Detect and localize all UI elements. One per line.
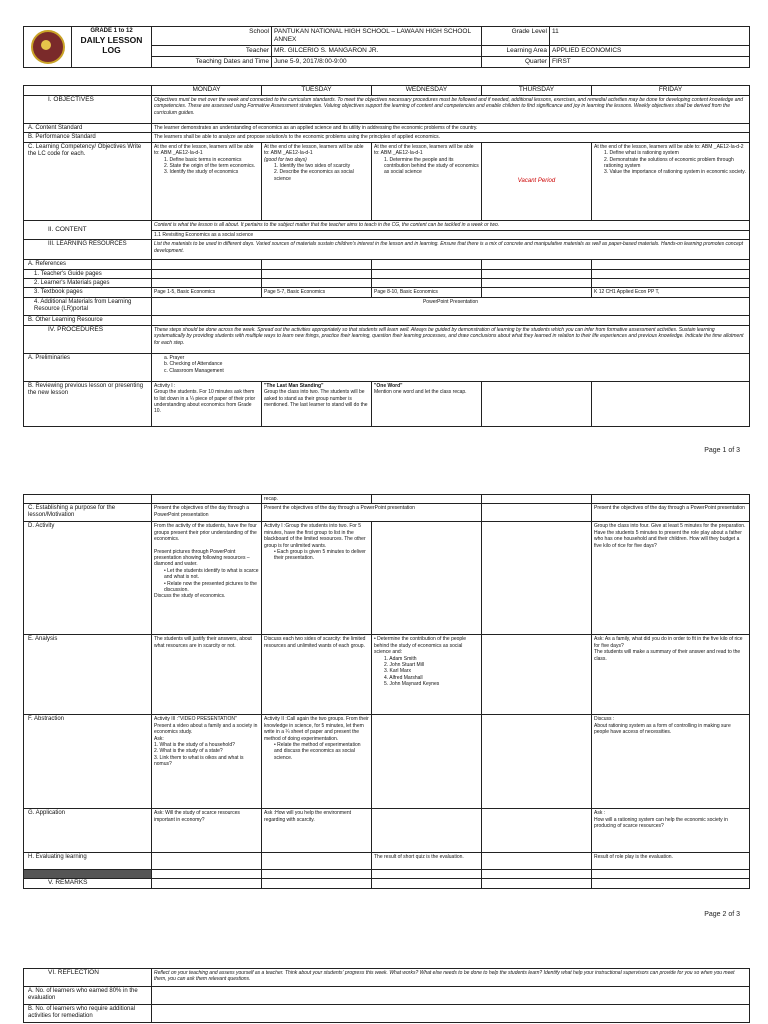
school-label: School: [152, 27, 272, 46]
review-wednesday: [372, 381, 482, 426]
textbook-wednesday: Page 8-10, Basic Economics: [372, 288, 482, 298]
competency-label: C. Learning Competency/ Objectives Write the LC code for each.: [24, 142, 152, 220]
activity-monday: [152, 522, 262, 635]
teachers-guide-label: 1. Teacher's Guide pages: [24, 269, 152, 278]
quarter-label: Quarter: [482, 57, 550, 68]
cell: [482, 279, 592, 288]
cell: [262, 279, 372, 288]
comp-fri-3: 3. Value the importance of rationing system in economic society.: [604, 169, 746, 176]
review-wed-text: Mention one word and let the class recap.: [374, 389, 467, 396]
page-3: [0, 968, 768, 1023]
objectives-label: I. OBJECTIVES: [24, 96, 152, 124]
review-mon-text: Group the students. For 10 minutes ask them to list down in a ¼ piece of paper of their prior understanding about economics from Grade 10.: [154, 389, 256, 415]
cell: [152, 853, 262, 870]
cell: [482, 288, 592, 298]
ab-tue-1: Activity II :Call again the two groups. From their knowledge in science, for 5 minutes, let them write in a ¼ sheet of paper and present the method of doing experimentation.: [264, 716, 369, 742]
app-fri-2: How will a rationing system can help the economic society in producing of scarce resources?: [594, 816, 728, 830]
lesson-table-p1: [23, 85, 750, 427]
cell: [482, 853, 592, 870]
ab-mon-4: 1. What is the study of a household?: [154, 742, 235, 749]
lr-portal-label: 4. Additional Materials from Learning Resource (LR)portal: [24, 298, 152, 316]
cell: [482, 381, 592, 426]
analysis-tuesday: Discuss each two sides of scarcity: the limited resources and unlimited wants of each group.: [262, 635, 372, 715]
ab-mon-1: Activity III :"VIDEO PRESENTATION": [154, 716, 237, 723]
cell: [482, 635, 592, 715]
cell: [262, 870, 372, 879]
cell: [372, 522, 482, 635]
comp-fri-2: 2. Demonstrate the solutions of economic problem through rationing system: [604, 156, 734, 170]
analysis-label: E. Analysis: [24, 635, 152, 715]
cell: [592, 260, 750, 269]
ab-mon-6: 3. Link them to what is oikos and what is nomus?: [154, 754, 244, 768]
review-mon-title: Activity I :: [154, 382, 176, 389]
content-standard-text: The learner demonstrates an understanding of economics as an applied science and its utility in addressing the economic problems of the country.: [152, 124, 750, 133]
vacant-period: Vacant Period: [482, 142, 592, 220]
day-wednesday: WEDNESDAY: [372, 86, 482, 96]
purpose-tue-wed: Present the objectives of the day through a PowerPoint presentation: [262, 504, 482, 522]
school-value: PANTUKAN NATIONAL HIGH SCHOOL – LAWAAN HIGH SCHOOL ANNEX: [272, 27, 482, 46]
an-wed-4: 4. Alfred Marshall: [384, 674, 423, 681]
competency-friday: [592, 142, 750, 220]
page-2: [0, 494, 768, 918]
purpose-monday: Present the objectives of the day through a PowerPoint presentation: [152, 504, 262, 522]
reflection-text: Reflect on your teaching and assess yourself as a teacher. Think about your students' progress this week. What works? What else needs to be done to help the students learn? Identify what help your instructional supervisors can provide for you so when you meet them, you can ask them relevant questions.: [152, 969, 750, 987]
evaluating-wednesday: The result of short quiz is the evaluation.: [372, 853, 482, 870]
cell: [262, 260, 372, 269]
cell: [592, 279, 750, 288]
other-resource-label: B. Other Learning Resource: [24, 316, 152, 325]
cell: [24, 870, 152, 879]
an-wed-intro: • Determine the contribution of the people behind the study of economics as social science and:: [374, 636, 467, 656]
comp-wed-1: 1. Determine the people and its contribution behind the study of economics as social science: [384, 156, 479, 176]
references-label: A. References: [24, 260, 152, 269]
act-fri-2: Have the students 5 minutes to present the role play about a father who has one household and their children. How will they budget a five kilo of rice for five days?: [594, 529, 742, 549]
review-wed-title: "One Word": [374, 382, 403, 389]
teacher-label: Teacher: [152, 46, 272, 57]
ab-mon-3: Ask:: [154, 735, 164, 742]
reflection-label: VI. REFLECTION: [24, 969, 152, 987]
application-label: G. Application: [24, 809, 152, 853]
comp-tue-note: (good for two days): [264, 156, 307, 163]
act-tue-1: Activity I :Group the students into two. For 5 minutes, have the first group to list in the blackboard of the limited resources. The other group is for unlimited wants.: [264, 523, 366, 549]
comp-mon-3: 3. Identify the study of economics: [164, 169, 239, 176]
recap-cont: recap.: [262, 495, 372, 504]
competency-tuesday: [262, 142, 372, 220]
cell: [482, 879, 592, 889]
day-tuesday: TUESDAY: [262, 86, 372, 96]
procedures-text: These steps should be done across the week. Spread out the activities appropriately so that students will learn well. Always be guided by demonstration of learning by the students which you can infer from formative assessment activities. Sustain learning systematically by providing students with multiple ways to learn new things, practice their learning, question their learning processes, and draw conclusions about what they learned in relation to their life experiences and previous knowledge. Indicate the time allotment for each step.: [152, 325, 750, 353]
cell: [262, 879, 372, 889]
comp-fri-1: 1. Define what is rationing system: [604, 150, 679, 157]
cell: [152, 879, 262, 889]
cell: [152, 260, 262, 269]
activity-label: D. Activity: [24, 522, 152, 635]
resources-label: III. LEARNING RESOURCES: [24, 240, 152, 260]
act-fri-1: Group the class into four. Give at least 5 minutes for the preparation.: [594, 523, 746, 530]
header-table: [23, 26, 750, 68]
dates-label: Teaching Dates and Time: [152, 57, 272, 68]
cell: [482, 809, 592, 853]
activity-tuesday: [262, 522, 372, 635]
textbook-label: 3. Textbook pages: [24, 288, 152, 298]
cell: [592, 269, 750, 278]
textbook-monday: Page 1-5, Basic Economics: [152, 288, 262, 298]
cell: [592, 879, 750, 889]
school-logo-cell: [24, 27, 72, 68]
evaluating-label: H. Evaluating learning: [24, 853, 152, 870]
cell: [592, 495, 750, 504]
application-friday: [592, 809, 750, 853]
an-wed-1: 1. Adam Smith: [384, 655, 417, 662]
content-topic: 1.1 Revisiting Economics as a social science: [152, 230, 750, 239]
application-monday: Ask: Will the study of scarce resources important in economy?: [152, 809, 262, 853]
procedures-label: IV. PROCEDURES: [24, 325, 152, 353]
cell: [152, 269, 262, 278]
abstraction-label: F. Abstraction: [24, 715, 152, 809]
blank-header-cell: [24, 86, 152, 96]
content-standard-label: A. Content Standard: [24, 124, 152, 133]
remarks-label: V. REMARKS: [24, 879, 152, 889]
activity-friday: [592, 522, 750, 635]
lesson-table-p3: [23, 968, 750, 1023]
analysis-friday: [592, 635, 750, 715]
cell: [24, 495, 152, 504]
preliminaries-label: A. Preliminaries: [24, 353, 152, 381]
performance-standard-text: The learners shall be able to analyze and propose solution/s to the economic problems using the principles of applied economics.: [152, 133, 750, 142]
cell: [482, 870, 592, 879]
cell: [372, 260, 482, 269]
lr-portal-text: PowerPoint Presentation: [152, 298, 750, 316]
grade-range: GRADE 1 to 12: [90, 28, 133, 34]
content-text: Content is what the lesson is all about. It pertains to the subject matter that the teacher aims to teach in the CG, the content can be tackled in a week or two.: [152, 220, 750, 230]
comp-fri-intro: At the end of the lesson, learners will be able to: ABM _AE12-Ia-d-2: [594, 143, 744, 150]
purpose-label: C. Establishing a purpose for the lesson/Motivation: [24, 504, 152, 522]
cell: [482, 715, 592, 809]
prelim-classroom: c. Classroom Management: [164, 367, 224, 374]
dates-value: June 5-9, 2017/8:00-9:00: [272, 57, 482, 68]
comp-mon-1: 1. Define basic terms in economics: [164, 156, 242, 163]
reflection-item-b: B. No. of learners who require additional activities for remediation: [24, 1005, 152, 1023]
cell: [152, 279, 262, 288]
act-mon-3: • Let the students identify to what is scarce and what is not.: [164, 567, 259, 581]
ab-fri-1: Discuss :: [594, 716, 615, 723]
comp-wed-intro: At the end of the lesson, learners will be able to: ABM _AE12-Ia-d-1: [374, 143, 474, 157]
act-mon-4: • Relate now the presented pictures to the discussion.: [164, 580, 257, 594]
prelim-attendance: b. Checking of Attendance: [164, 361, 223, 368]
cell: [372, 269, 482, 278]
an-fri-2: The students will make a summary of their answer and read to the class.: [594, 649, 741, 662]
cell: [152, 870, 262, 879]
app-fri-1: Ask :: [594, 810, 606, 817]
textbook-tuesday: Page 5-7, Basic Economics: [262, 288, 372, 298]
textbook-friday: K 12 CH1 Applied Econ PP T,: [592, 288, 750, 298]
cell: [482, 522, 592, 635]
lesson-table-p2: [23, 494, 750, 889]
act-tue-2: • Each group is given 5 minutes to deliver their presentation.: [274, 549, 366, 562]
abstraction-tuesday: [262, 715, 372, 809]
cell: [592, 870, 750, 879]
comp-mon-intro: At the end of the lesson, learners will be able to: ABM _AE12-Ia-d-1: [154, 143, 254, 157]
act-mon-2: Present pictures through PowerPoint presentation showing following resources – diamond and water.: [154, 548, 250, 568]
comp-tue-1: 1. Identify the two sides of scarcity: [274, 163, 351, 170]
cell: [372, 809, 482, 853]
cell: [482, 495, 592, 504]
cell: [482, 269, 592, 278]
cell: [262, 853, 372, 870]
cell: [152, 1005, 750, 1023]
cell: [592, 381, 750, 426]
cell: [372, 715, 482, 809]
page-1-body: [0, 85, 768, 454]
cell: [262, 269, 372, 278]
reflection-item-a: A. No. of learners who earned 80% in the evaluation: [24, 987, 152, 1005]
cell: [372, 279, 482, 288]
school-seal-icon: [31, 30, 65, 64]
an-fri-1: Ask: As a family, what did you do in order to fit in the five kilo of rice for five days?: [594, 636, 743, 649]
day-thursday: THURSDAY: [482, 86, 592, 96]
resources-text: List the materials to be used in different days. Varied sources of materials sustain children's interest in the lesson and in learning. Ensure that there is a mix of concrete and manipulative materials as well as paper-based materials. Hands-on learning promotes concept development.: [152, 240, 750, 260]
cell: [482, 504, 592, 522]
purpose-friday: Present the objectives of the day through a PowerPoint presentation: [592, 504, 750, 522]
page-number-2: Page 2 of 3: [704, 911, 740, 918]
cell: [482, 260, 592, 269]
ab-mon-2: Present a video about a family and a society in economics study.: [154, 722, 258, 736]
review-monday: [152, 381, 262, 426]
ab-tue-2: • Relate the method of experimentation and discuss the economics as social science.: [274, 742, 361, 761]
an-wed-3: 3. Karl Marx: [384, 668, 411, 675]
comp-tue-2: 2. Describe the economics as social science: [274, 169, 354, 182]
dll-title: [72, 27, 152, 68]
prelim-prayer: a. Prayer: [164, 354, 185, 361]
analysis-wednesday: [372, 635, 482, 715]
preliminaries-list: [152, 353, 750, 381]
cell: [152, 316, 750, 325]
objectives-text: Objectives must be met over the week and connected to the curriculum standards. To meet the objectives necessary procedures must be followed and if needed, additional lessons, exercises, and remedial activities may be done for developing content knowledge and competencies. These are assessed using Formative Assessment strategies. Valuing objectives support the learning of content and competencies and enable children to find significance and joy in learning the lessons. Weekly objectives shall be derived from the curriculum guides.: [152, 96, 750, 124]
grade-level-label: Grade Level: [482, 27, 550, 46]
review-tue-title: "The Last Man Standing": [264, 382, 324, 389]
ab-fri-2: About rationing system as a form of controlling in making sure people have access of necessities.: [594, 722, 731, 736]
cell: [372, 495, 482, 504]
day-monday: MONDAY: [152, 86, 262, 96]
learning-area-value: APPLIED ECONOMICS: [550, 46, 750, 57]
cell: [152, 495, 262, 504]
page-number-1: Page 1 of 3: [704, 447, 740, 454]
abstraction-monday: [152, 715, 262, 809]
competency-monday: [152, 142, 262, 220]
comp-tue-intro: At the end of the lesson, learners will be able to: ABM _AE12-Ia-d-1: [264, 143, 364, 157]
quarter-value: FIRST: [550, 57, 750, 68]
abstraction-friday: [592, 715, 750, 809]
cell: [372, 870, 482, 879]
grade-level-value: 11: [550, 27, 750, 46]
title-line-1: DAILY LESSON: [80, 35, 143, 45]
content-label: II. CONTENT: [24, 220, 152, 239]
analysis-monday: The students will justify their answers, about what resources are in scarcity or not.: [152, 635, 262, 715]
cell: [152, 987, 750, 1005]
application-tuesday: Ask :How will you help the environment regarding with scarcity.: [262, 809, 372, 853]
an-wed-2: 2. John Stuart Mill: [384, 662, 425, 669]
act-mon-1: From the activity of the students, have the four groups present their prior understanding of the economics.: [154, 523, 257, 543]
act-mon-5: Discuss the study of economics.: [154, 593, 226, 600]
competency-wednesday: [372, 142, 482, 220]
review-tue-text: Group the class into two. The students will be asked to stand as their group number is mentioned. The last learner to stand will do the: [264, 389, 368, 409]
learning-area-label: Learning Area: [482, 46, 550, 57]
title-line-2: LOG: [102, 45, 121, 55]
ab-mon-5: 2. What is the study of a state?: [154, 748, 223, 755]
page-1: [0, 26, 768, 68]
learners-materials-label: 2. Learner's Materials pages: [24, 279, 152, 288]
review-tuesday: [262, 381, 372, 426]
cell: [372, 879, 482, 889]
performance-standard-label: B. Performance Standard: [24, 133, 152, 142]
review-label: B. Reviewing previous lesson or presenting the new lesson: [24, 381, 152, 426]
teacher-value: MR. GILCERIO S. MANGARON JR.: [272, 46, 482, 57]
evaluating-friday: Result of role play is the evaluation.: [592, 853, 750, 870]
comp-mon-2: 2. State the origin of the term economics.: [164, 163, 256, 170]
day-friday: FRIDAY: [592, 86, 750, 96]
an-wed-5: 5. John Maynard Keynes: [384, 681, 440, 688]
